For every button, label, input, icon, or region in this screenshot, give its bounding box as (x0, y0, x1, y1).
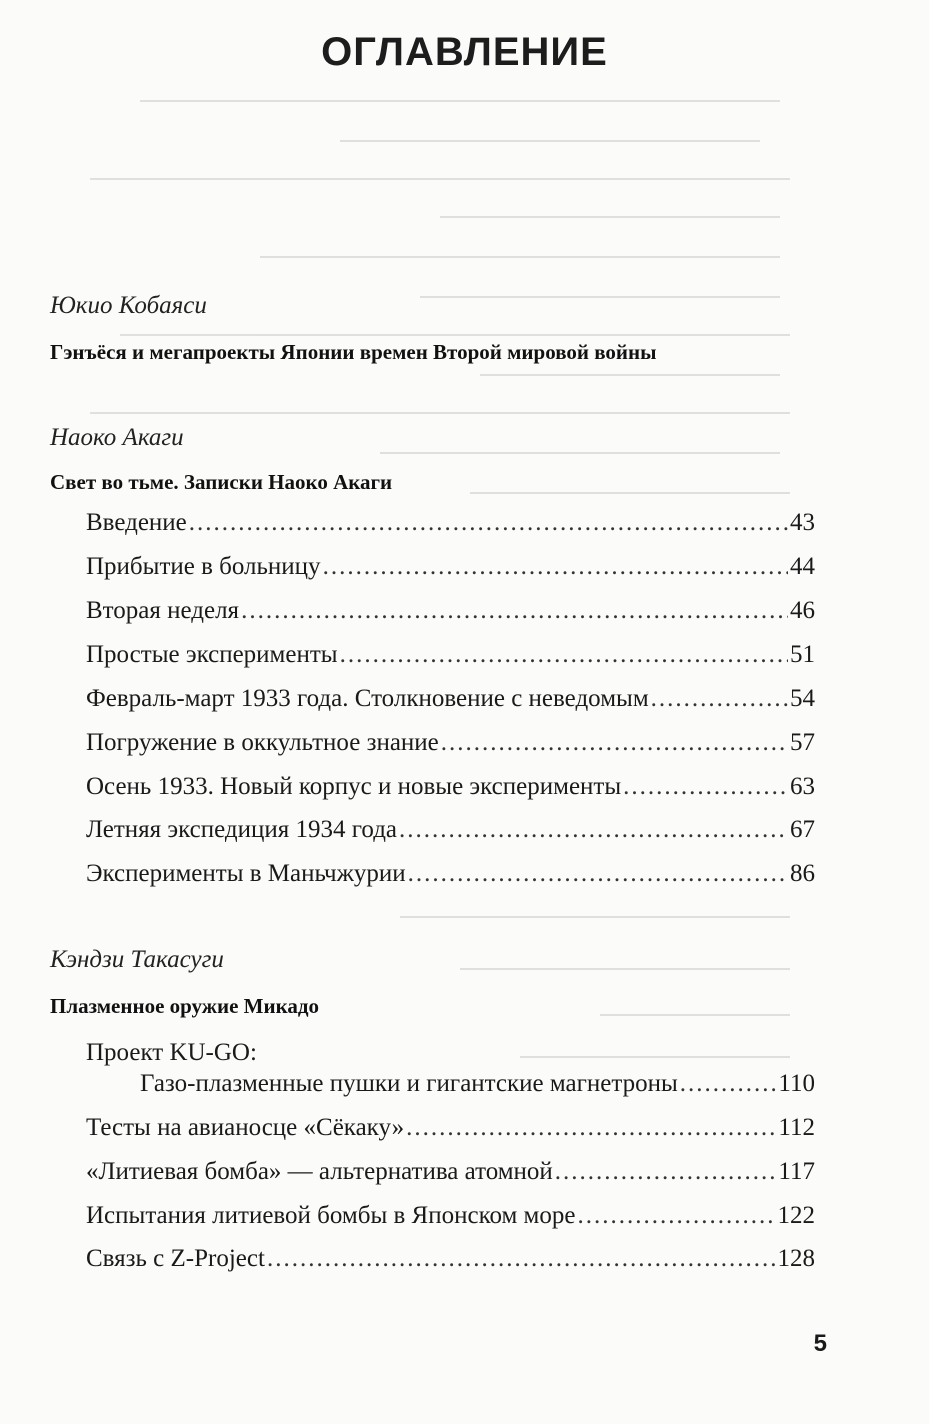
toc-entry-page: 54 (790, 685, 815, 712)
toc-entry-title: Февраль-март 1933 года. Столкновение с неведомым (86, 685, 649, 712)
author-name: Наоко Акаги (50, 424, 184, 451)
toc-entry-page: 117 (778, 1158, 815, 1185)
toc-entry[interactable] (86, 1111, 815, 1145)
dot-leader (340, 638, 788, 672)
toc-entry-page: 63 (790, 773, 815, 800)
toc-entry-page: 43 (790, 509, 815, 536)
page-number: 5 (813, 1330, 827, 1357)
toc-entry-title: «Литиевая бомба» — альтернатива атомной (86, 1158, 553, 1185)
author-name: Кэндзи Такасуги (50, 946, 224, 973)
toc-entry[interactable] (86, 770, 815, 804)
toc-entry-page: 44 (790, 553, 815, 580)
toc-entry[interactable] (86, 506, 815, 540)
toc-entry-page: 122 (777, 1202, 815, 1229)
toc-entry[interactable] (86, 638, 815, 672)
dot-leader (267, 1242, 776, 1276)
dot-leader (680, 1067, 777, 1101)
toc-entry-page: 57 (790, 729, 815, 756)
toc-entry-title: Погружение в оккультное знание (86, 729, 439, 756)
author-name: Юкио Кобаяси (50, 292, 207, 319)
toc-entry[interactable] (86, 682, 815, 716)
dot-leader (408, 857, 788, 891)
toc-entry-title: Простые эксперименты (86, 641, 338, 668)
dot-leader (441, 726, 788, 760)
toc-entry-page: 128 (777, 1245, 815, 1272)
toc-entry-page: 86 (790, 860, 815, 887)
toc-entry[interactable] (86, 726, 815, 760)
toc-entry[interactable] (140, 1067, 815, 1101)
toc-entry-title: Эксперименты в Маньчжурии (86, 860, 406, 887)
section-title: Гэнъёся и мегапроекты Японии времен Второй мировой войны (50, 340, 657, 364)
dot-leader (555, 1155, 777, 1189)
toc-entry-title: Связь с Z-Project (86, 1245, 265, 1272)
toc-entry-title: Летняя экспедиция 1934 года (86, 816, 398, 843)
toc-entry-title: Испытания литиевой бомбы в Японском море (86, 1202, 576, 1229)
toc-entry-page: 112 (778, 1114, 815, 1141)
dot-leader (323, 550, 788, 584)
section-title: Свет во тьме. Записки Наоко Акаги (50, 470, 393, 494)
page-title: ОГЛАВЛЕНИЕ (321, 30, 608, 74)
section-title: Плазменное оружие Микадо (50, 994, 320, 1018)
toc-entry[interactable] (86, 1242, 815, 1276)
toc-entry-page: 51 (790, 641, 815, 668)
dot-leader (651, 682, 788, 716)
toc-entry[interactable] (86, 550, 815, 584)
dot-leader (623, 770, 788, 804)
toc-subheading: Проект KU-GO: (86, 1039, 257, 1066)
toc-entry-page: 110 (778, 1070, 815, 1097)
toc-entry[interactable] (86, 1155, 815, 1189)
toc-entry-page: 46 (790, 597, 815, 624)
dot-leader (241, 594, 788, 628)
toc-entry[interactable] (86, 857, 815, 891)
toc-entry-title: Введение (86, 509, 187, 536)
toc-entry-title: Газо-плазменные пушки и гигантские магнетроны (140, 1070, 678, 1097)
dot-leader (577, 1199, 775, 1233)
toc-entry-title: Прибытие в больницу (86, 553, 321, 580)
toc-entry-title: Вторая неделя (86, 597, 240, 624)
toc-entry[interactable] (86, 813, 815, 847)
toc-entry-title: Тесты на авианосце «Сёкаку» (86, 1114, 405, 1141)
toc-entry-title: Осень 1933. Новый корпус и новые эксперименты (86, 773, 622, 800)
toc-entry[interactable] (86, 594, 815, 628)
dot-leader (399, 813, 788, 847)
toc-entry[interactable] (86, 1199, 815, 1233)
toc-entry-page: 67 (790, 816, 815, 843)
dot-leader (406, 1111, 776, 1145)
dot-leader (189, 506, 788, 540)
